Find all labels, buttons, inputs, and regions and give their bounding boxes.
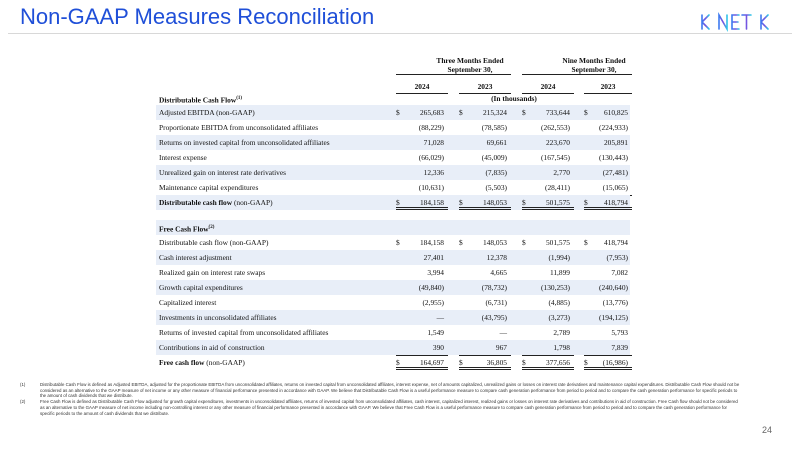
page-title: Non-GAAP Measures Reconciliation [20,4,375,29]
row-label: Unrealized gain on interest rate derivatives [159,168,287,177]
cell-value: (1,994) [548,253,570,262]
table-cell [459,340,511,356]
row-label: Distributable cash flow (non-GAAP) [159,238,269,247]
table-cell [396,150,448,165]
row-label: Proportionate EBITDA from unconsolidated affiliates [159,123,319,132]
year-col-4: 2023 [584,80,632,94]
cell-value: 7,839 [611,343,628,352]
currency-symbol: $ [459,108,463,117]
table-row [156,250,630,265]
row-label: Cash interest adjustment [159,253,232,262]
fcf-section [156,235,630,370]
cell-value: (7,953) [606,253,628,262]
cell-value: 2,770 [553,168,570,177]
table-cell [584,120,632,135]
row-label: Adjusted EBITDA (non-GAAP) [159,108,255,117]
table-cell [396,180,448,196]
table-row [156,235,630,250]
table-cell [584,135,632,150]
table-cell [584,340,632,356]
three-months-header [414,56,526,74]
fcf-footnote-ref: (2) [208,225,215,230]
cell-value: 390 [432,343,444,352]
kinetik-logo [700,12,780,32]
cell-value: (130,253) [541,283,570,292]
cell-value: (2,955) [422,298,444,307]
cell-value: (88,229) [418,123,444,132]
total-value: 184,158 [419,198,444,207]
table-cell [522,295,574,310]
total-cell [459,355,511,370]
cell-value: 12,336 [423,168,444,177]
cell-value: (130,443) [599,153,628,162]
table-cell [522,180,574,196]
table-cell [522,340,574,356]
cell-value: (66,029) [418,153,444,162]
cell-value: 1,798 [553,343,570,352]
table-cell [396,325,448,340]
total-cell [584,195,632,210]
total-value: (16,986) [602,358,628,367]
footnote-2-text: Free Cash Flow is defined as Distributable Cash Flow adjusted for growth capital expenditures, investments in unconsolidated affiliates, returns of invested capital from unconsolidated affiliates, cash interest, capitalized interest, realized gains or losses on interest rate derivatives and contributions in aid of construction. Free Cash flow should not be considered as an alternative to the GAAP measure of net income including non-controlling interest or any other measure of financial performance presented in accordance with GAAP. We believe that Free Cash Flow is a useful performance measure to compare cash generation performance from period to period and to compare the cash generation performance for specific periods to the amount of cash dividends that we distribute. [40,399,738,416]
row-label: Returns on invested capital from unconsolidated affiliates [159,138,330,147]
table-row [156,165,630,180]
table-cell [459,325,511,340]
currency-symbol: $ [459,198,463,207]
table-row [156,280,630,295]
table-cell [522,120,574,135]
total-value: 36,805 [486,358,507,367]
table-cell [459,265,511,280]
table-cell [459,235,511,250]
total-label-bold: Free cash flow [159,358,205,367]
total-label-rest: (non-GAAP) [204,358,245,367]
table-cell [396,105,448,120]
table-row [156,105,630,120]
cell-value: (6,731) [485,298,507,307]
table-cell [522,135,574,150]
cell-value: 205,891 [603,138,628,147]
cell-value: (4,885) [548,298,570,307]
currency-symbol: $ [396,108,400,117]
cell-value: (262,553) [541,123,570,132]
table-cell [459,135,511,150]
currency-symbol: $ [396,198,400,207]
table-row [156,180,630,195]
row-label: Investments in unconsolidated affiliates [159,313,277,322]
table-cell [459,310,511,325]
reconciliation-table [156,52,630,370]
total-cell [459,195,511,210]
table-cell [396,280,448,295]
table-cell [396,310,448,325]
dcf-heading-text: Distributable Cash Flow [159,95,237,105]
total-cell [522,195,574,210]
table-cell [522,250,574,265]
nine-months-header [539,56,649,74]
cell-value: (78,732) [481,283,507,292]
cell-value: 71,028 [423,138,444,147]
table-cell [459,150,511,165]
dcf-heading-row [156,93,630,105]
cell-value: 501,575 [545,238,570,247]
row-label: Realized gain on interest rate swaps [159,268,266,277]
three-months-sublabel: September 30, [447,65,493,74]
cell-value: 2,789 [553,328,570,337]
table-cell [584,310,632,325]
table-cell [396,250,448,265]
cell-value: 223,670 [545,138,570,147]
currency-symbol: $ [522,238,526,247]
table-cell [522,325,574,340]
table-cell [584,295,632,310]
row-label: Interest expense [159,153,207,162]
header-year-row [156,80,630,93]
footnote-2 [20,399,740,416]
cell-value: 1,549 [427,328,444,337]
total-value: 501,575 [545,198,570,207]
table-cell [584,180,632,196]
cell-value: (15,065) [602,183,628,192]
cell-value: 184,158 [419,238,444,247]
cell-value: (49,840) [418,283,444,292]
total-cell [522,355,574,370]
year-col-2: 2023 [459,80,511,94]
table-cell [522,150,574,165]
row-label: Growth capital expenditures [159,283,243,292]
dcf-footnote-ref: (1) [236,96,243,101]
table-cell [396,120,448,135]
cell-value: 215,324 [482,108,507,117]
row-label: Maintenance capital expenditures [159,183,259,192]
header-period-row [156,52,630,80]
cell-value: 27,401 [423,253,444,262]
section-spacer [156,210,630,220]
nine-months-sublabel: September 30, [571,65,617,74]
cell-value: (240,640) [599,283,628,292]
table-row [156,310,630,325]
cell-value: (10,631) [418,183,444,192]
cell-value: (43,795) [481,313,507,322]
table-cell [522,265,574,280]
cell-value: — [436,313,444,322]
currency-symbol: $ [584,108,588,117]
cell-value: 148,053 [482,238,507,247]
table-cell [396,235,448,250]
fcf-heading [159,220,214,236]
table-cell [584,280,632,295]
total-value: 148,053 [482,198,507,207]
total-cell [584,355,632,370]
title-divider [8,33,792,34]
total-row [156,355,630,370]
currency-symbol: $ [584,358,588,367]
cell-value: — [499,328,507,337]
year-col-1: 2024 [396,80,448,94]
cell-value: 4,665 [490,268,507,277]
currency-symbol: $ [522,108,526,117]
table-cell [584,105,632,120]
total-value: 418,794 [603,198,628,207]
cell-value: (5,503) [485,183,507,192]
units-label: (In thousands) [491,94,537,103]
footnote-1-text: Distributable Cash Flow is defined as Adjusted EBITDA, adjusted for the proportionate EBITDA from unconsolidated affiliates, returns on invested capital from unconsolidated affiliates, interest expense, net of amounts capitalized, unrealized gains or losses on interest rate derivatives and maintenance capital expenditures. Distributable Cash Flow should not be considered as an alternative to the GAAP measure of net income or any other measure of financial performance presented in accordance with GAAP. We believe that Distributable Cash Flow is a useful performance measure to compare cash generation performance from period to period and to compare the cash generation performance for specific periods to the amount of cash dividends that we distribute. [40,382,740,399]
total-value: 164,697 [419,358,444,367]
table-cell [522,165,574,180]
footnote-1 [20,382,740,399]
table-cell [522,310,574,325]
table-cell [584,235,632,250]
cell-value: 3,994 [427,268,444,277]
cell-value: 418,794 [603,238,628,247]
table-cell [522,235,574,250]
currency-symbol: $ [459,238,463,247]
dcf-section [156,105,630,210]
cell-value: (224,933) [599,123,628,132]
total-label-bold: Distributable cash flow [159,198,233,207]
total-row [156,195,630,210]
cell-value: (194,125) [599,313,628,322]
year-col-3: 2024 [522,80,574,94]
page-number: 24 [762,425,773,435]
cell-value: 610,825 [603,108,628,117]
table-cell [396,165,448,180]
cell-value: (78,585) [481,123,507,132]
nine-months-label: Nine Months Ended [562,56,626,65]
table-cell [396,340,448,356]
table-cell [396,295,448,310]
total-value: 377,656 [545,358,570,367]
currency-symbol: $ [522,358,526,367]
fcf-heading-text: Free Cash Flow [159,224,209,234]
cell-value: (28,411) [545,183,570,192]
cell-value: (45,009) [481,153,507,162]
three-months-label: Three Months Ended [436,56,504,65]
cell-value: 69,661 [486,138,507,147]
table-cell [459,120,511,135]
footnote-2-mark: (2) [20,399,26,405]
total-cell [396,195,448,210]
total-cell [396,355,448,370]
fcf-heading-row [156,220,630,235]
cell-value: 11,899 [549,268,570,277]
table-cell [459,180,511,196]
total-label [159,195,273,210]
table-row [156,265,630,280]
currency-symbol: $ [522,198,526,207]
cell-value: 12,378 [486,253,507,262]
cell-value: 265,683 [419,108,444,117]
cell-value: 967 [495,343,507,352]
row-label: Returns of invested capital from unconsolidated affiliates [159,328,329,337]
table-cell [584,165,632,180]
cell-value: 5,793 [611,328,628,337]
currency-symbol: $ [459,358,463,367]
table-cell [459,295,511,310]
cell-value: 733,644 [545,108,570,117]
cell-value: (3,273) [548,313,570,322]
table-row [156,295,630,310]
row-label: Capitalized interest [159,298,217,307]
cell-value: (27,481) [602,168,628,177]
footnote-1-mark: (1) [20,382,26,387]
table-cell [584,265,632,280]
table-cell [584,150,632,165]
total-label-rest: (non-GAAP) [232,198,273,207]
cell-value: 7,082 [611,268,628,277]
table-cell [584,325,632,340]
currency-symbol: $ [396,238,400,247]
table-cell [459,280,511,295]
table-cell [584,250,632,265]
currency-symbol: $ [584,238,588,247]
table-row [156,325,630,340]
cell-value: (13,776) [602,298,628,307]
table-row [156,120,630,135]
table-row [156,150,630,165]
cell-value: (7,835) [485,168,507,177]
table-cell [459,165,511,180]
table-cell [396,135,448,150]
table-cell [459,105,511,120]
cell-value: (167,545) [541,153,570,162]
currency-symbol: $ [396,358,400,367]
table-row [156,135,630,150]
table-cell [522,280,574,295]
currency-symbol: $ [584,198,588,207]
table-cell [396,265,448,280]
table-cell [459,250,511,265]
total-label [159,355,245,370]
table-row [156,340,630,355]
row-label: Contributions in aid of construction [159,343,265,352]
table-cell [522,105,574,120]
footnotes [20,382,740,416]
